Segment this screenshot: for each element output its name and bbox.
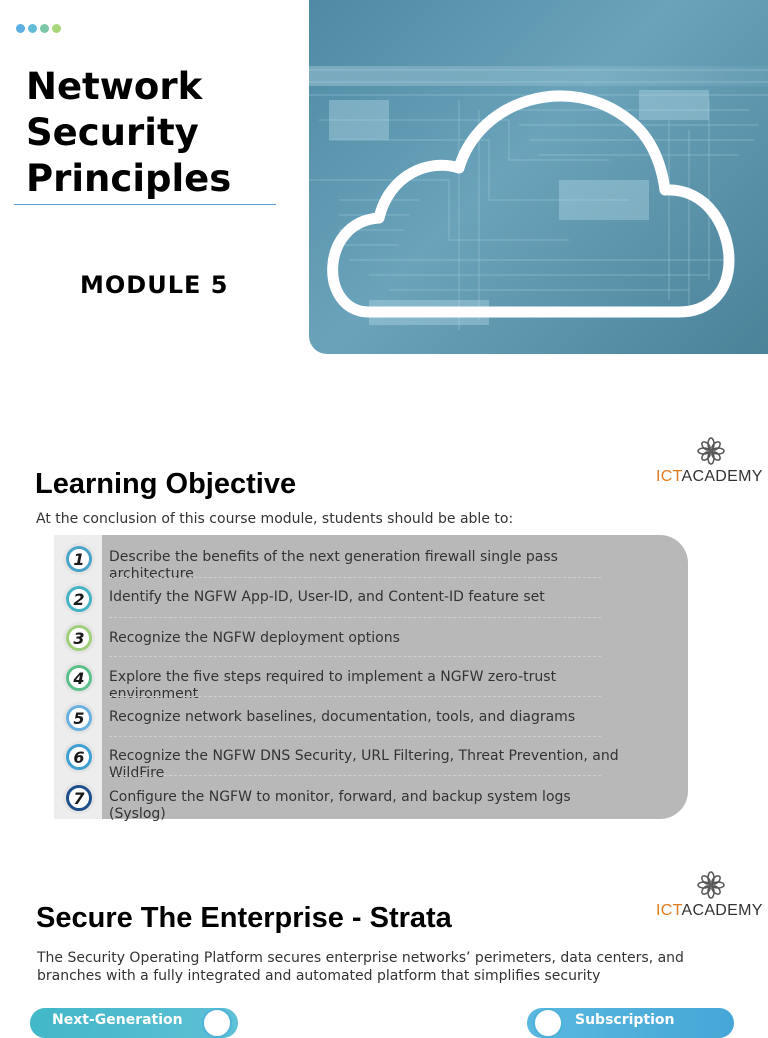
objective-separator (109, 656, 601, 657)
strata-description: The Security Operating Platform secures enterprise networks’ perimeters, data centers, and branches with a fully integrated and automated platform that simplifies security (37, 950, 684, 984)
check-circle-icon (202, 1008, 232, 1038)
logo-wordmark: ICTACADEMY (656, 902, 763, 919)
learning-objective-intro: At the conclusion of this course module, students should be able to: (36, 511, 514, 527)
objective-text-4: Explore the five steps required to implement a NGFW zero-trust environment (109, 669, 557, 702)
module-label: MODULE 5 (80, 271, 229, 299)
objective-badge-7 (63, 782, 95, 814)
objective-badge-1 (63, 543, 95, 575)
circuit-board-illustration (309, 0, 768, 354)
objective-separator (109, 617, 601, 618)
strata-title: Secure The Enterprise - Strata (36, 902, 452, 934)
next-generation-pill (30, 1008, 238, 1038)
cover-title-line-2: Security (26, 111, 199, 154)
objective-number: 1 (66, 546, 92, 572)
cover-title-line-3: Principles (26, 157, 232, 200)
objective-text-6: Recognize the NGFW DNS Security, URL Filtering, Threat Prevention, and WildFire (109, 748, 619, 781)
learning-objective-title: Learning Objective (35, 468, 297, 500)
objective-text-5: Recognize network baselines, documentation, tools, and diagrams (109, 709, 576, 725)
subscription-pill (527, 1008, 734, 1038)
objective-badge-6 (63, 741, 95, 773)
objective-text-3: Recognize the NGFW deployment options (109, 630, 400, 646)
objective-badge-4 (63, 662, 95, 694)
circuit-cloud-image (309, 0, 768, 354)
objective-text-2: Identify the NGFW App-ID, User-ID, and Content-ID feature set (109, 589, 545, 605)
objective-separator (109, 696, 601, 697)
dot-3 (40, 24, 49, 33)
objective-separator (109, 736, 601, 737)
objective-separator (109, 775, 601, 776)
logo-mark-icon (696, 870, 726, 900)
dot-1 (16, 24, 25, 33)
subscription-label: Subscription (575, 1012, 675, 1028)
cover-title (26, 64, 231, 202)
objective-separator (109, 577, 601, 578)
dot-2 (28, 24, 37, 33)
objective-text-1: Describe the benefits of the next generation firewall single pass architecture (109, 549, 558, 582)
decorative-dots (16, 24, 61, 33)
objective-badge-3 (63, 622, 95, 654)
objective-number: 4 (66, 665, 92, 691)
objective-number: 6 (66, 744, 92, 770)
ict-academy-logo (656, 436, 768, 492)
dot-4 (52, 24, 61, 33)
objective-badge-5 (63, 702, 95, 734)
cloud-icon (333, 96, 729, 312)
check-circle-icon (533, 1008, 563, 1038)
logo-wordmark: ICTACADEMY (656, 468, 763, 485)
objective-number: 3 (66, 625, 92, 651)
objective-text-7: Configure the NGFW to monitor, forward, and backup system logs (Syslog) (109, 789, 571, 822)
objective-number: 2 (66, 586, 92, 612)
objective-badge-2 (63, 583, 95, 615)
logo-mark-icon (696, 436, 726, 466)
ict-academy-logo-2 (656, 870, 768, 926)
cover-title-line-1: Network (26, 65, 203, 108)
title-divider (14, 204, 276, 205)
next-generation-label: Next-Generation (52, 1012, 183, 1028)
objective-number: 7 (66, 785, 92, 811)
objective-number: 5 (66, 705, 92, 731)
